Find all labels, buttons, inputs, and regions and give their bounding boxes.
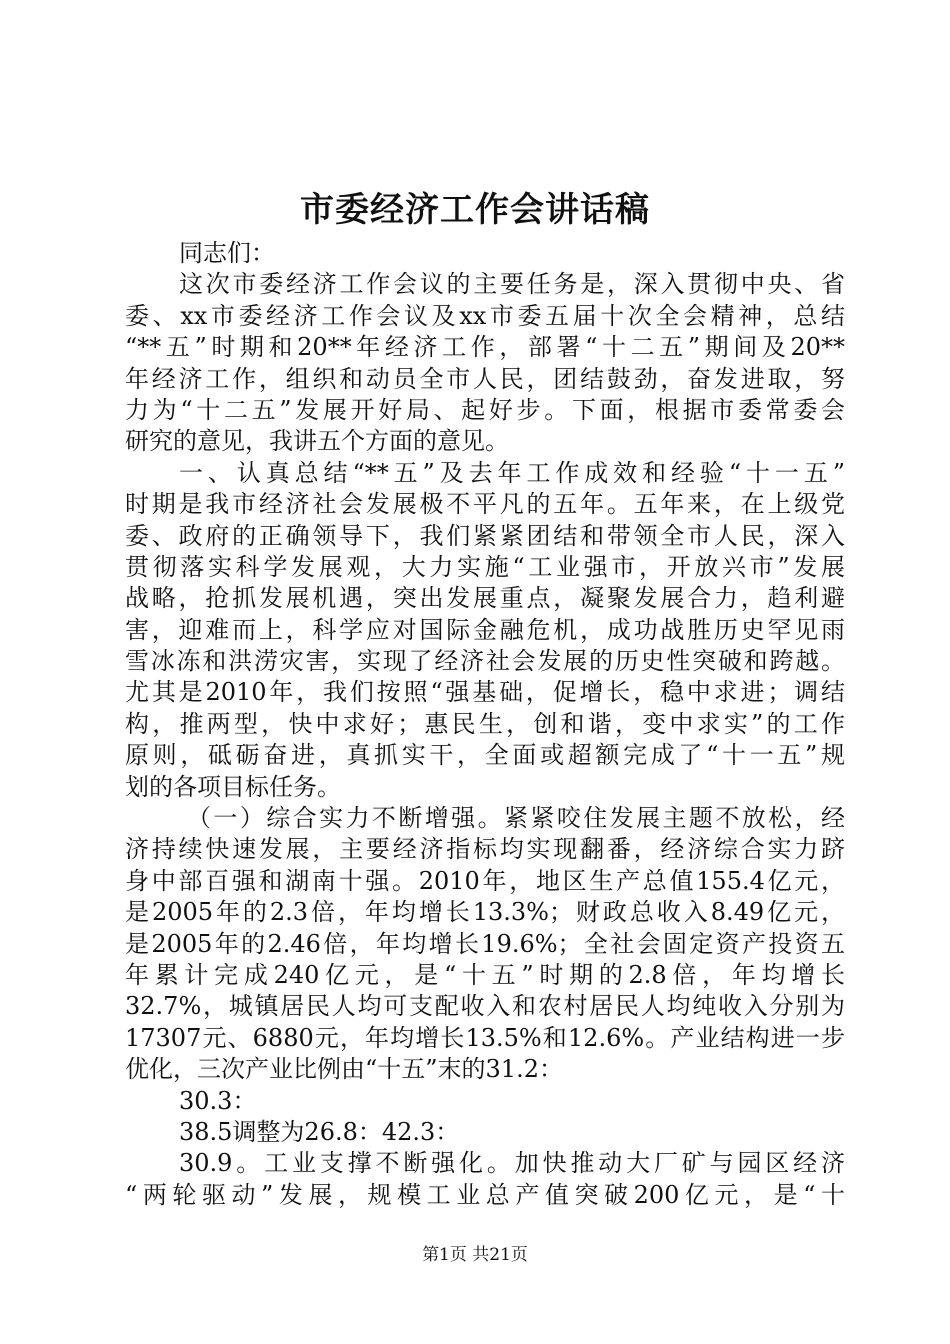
body-line: 38.5调整为26.8：42.3： bbox=[179, 1117, 460, 1146]
body-line: “**五”时期和20**年经济工作，部署“十二五”期间及20** bbox=[125, 333, 845, 362]
body-line: 身中部百强和湖南十强。2010年，地区生产总值155.4亿元， bbox=[125, 866, 845, 895]
body-line: 原则，砥砺奋进，真抓实干，全面或超额完成了“十一五”规 bbox=[125, 741, 845, 770]
document-title: 市委经济工作会讲话稿 bbox=[300, 190, 650, 230]
body-line: “两轮驱动”发展，规模工业总产值突破200亿元，是“十 bbox=[125, 1180, 845, 1209]
body-line: 委、政府的正确领导下，我们紧紧团结和带领全市人民，深入 bbox=[125, 521, 845, 550]
page-footer: 第1页 共21页 bbox=[422, 1245, 528, 1265]
body-line: 研究的意见，我讲五个方面的意见。 bbox=[125, 427, 509, 456]
body-line: 同志们： bbox=[179, 239, 275, 267]
body-line: 30.9。工业支撑不断强化。加快推动大厂矿与园区经济 bbox=[179, 1149, 845, 1178]
body-line: 构，推两型，快中求好；惠民生，创和谐，变中求实”的工作 bbox=[125, 709, 845, 738]
body-line: 雪冰冻和洪涝灾害，实现了经济社会发展的历史性突破和跨越。 bbox=[125, 647, 845, 676]
body-line: 年经济工作，组织和动员全市人民，团结鼓劲，奋发进取，努 bbox=[125, 364, 845, 393]
body-line: 害，迎难而上，科学应对国际金融危机，成功战胜历史罕见雨 bbox=[125, 615, 845, 644]
document-body bbox=[125, 238, 845, 1211]
body-line: 30.3： bbox=[179, 1086, 257, 1115]
body-line: 优化，三次产业比例由“十五”末的31.2： bbox=[125, 1055, 563, 1084]
body-line: 是2005年的2.46倍，年均增长19.6%；全社会固定资产投资五 bbox=[125, 929, 845, 958]
body-line: 委、xx市委经济工作会议及xx市委五届十次全会精神，总结 bbox=[125, 301, 845, 330]
body-line: 时期是我市经济社会发展极不平凡的五年。五年来，在上级党 bbox=[125, 490, 845, 519]
body-line: （一）综合实力不断增强。紧紧咬住发展主题不放松，经 bbox=[187, 804, 845, 833]
body-line: 是2005年的2.3倍，年均增长13.3%；财政总收入8.49亿元， bbox=[125, 898, 845, 927]
body-line: 贯彻落实科学发展观，大力实施“工业强市，开放兴市”发展 bbox=[125, 552, 845, 581]
body-line: 尤其是2010年，我们按照“强基础，促增长，稳中求进；调结 bbox=[125, 678, 845, 707]
body-line: 战略，抢抓发展机遇，突出发展重点，凝聚发展合力，趋利避 bbox=[125, 584, 845, 613]
body-line: 17307元、6880元，年均增长13.5%和12.6%。产业结构进一步 bbox=[125, 1023, 845, 1052]
body-line: 这次市委经济工作会议的主要任务是，深入贯彻中央、省 bbox=[179, 270, 845, 299]
body-line: 一、认真总结“**五”及去年工作成效和经验“十一五” bbox=[179, 458, 845, 487]
body-line: 济持续快速发展，主要经济指标均实现翻番，经济综合实力跻 bbox=[125, 835, 845, 864]
body-line: 32.7%，城镇居民人均可支配收入和农村居民人均纯收入分别为 bbox=[125, 992, 845, 1021]
body-line: 年累计完成240亿元，是“十五”时期的2.8倍，年均增长 bbox=[125, 960, 845, 989]
body-line: 力为“十二五”发展开好局、起好步。下面，根据市委常委会 bbox=[125, 395, 845, 424]
body-line: 划的各项目标任务。 bbox=[125, 772, 341, 801]
